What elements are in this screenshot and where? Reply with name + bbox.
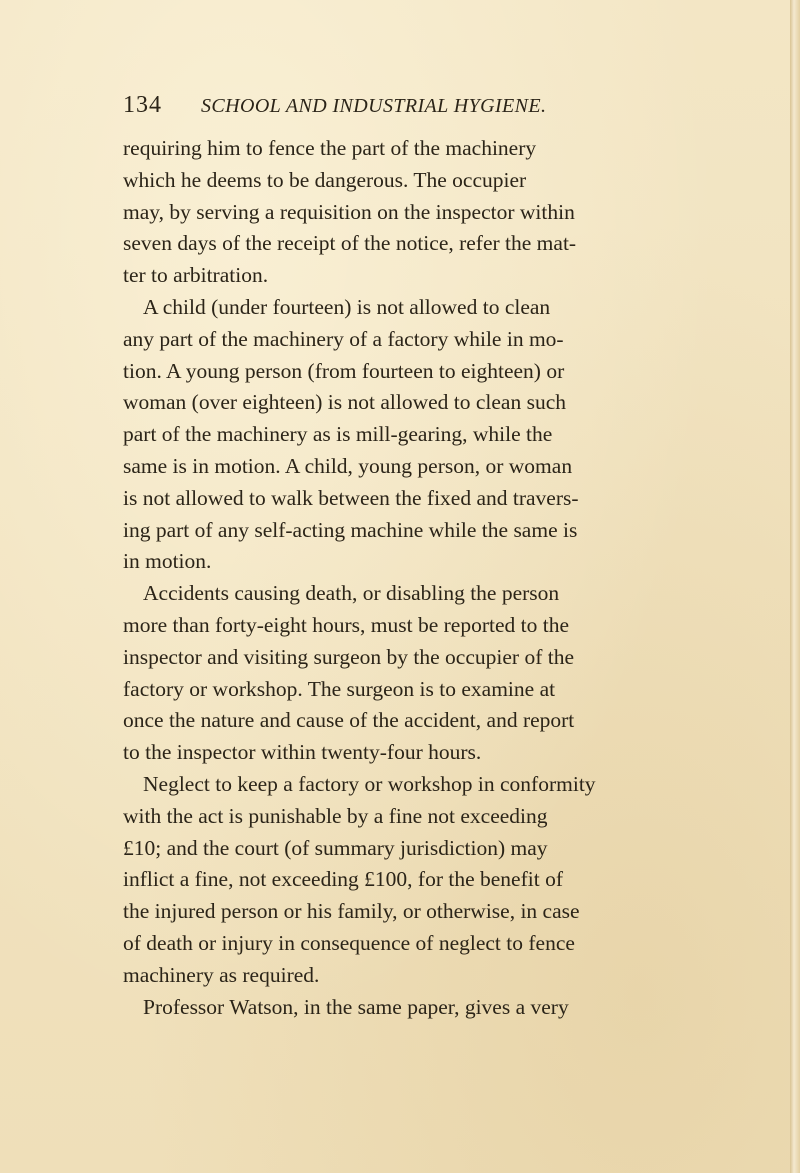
text-line: ing part of any self-acting machine while the same is (123, 517, 578, 542)
text-line: factory or workshop. The surgeon is to examine at (123, 676, 556, 701)
paragraph-start-line: A child (under fourteen) is not allowed to clean (143, 294, 551, 319)
text-line: to the inspector within twenty-four hours. (123, 740, 482, 765)
text-line: any part of the machinery of a factory while in mo- (123, 326, 564, 351)
text-line: the injured person or his family, or otherwise, in case (123, 899, 580, 924)
running-title: SCHOOL AND INDUSTRIAL HYGIENE. (201, 95, 547, 117)
text-line: machinery as required. (123, 962, 320, 987)
text-line: may, by serving a requisition on the inspector within (123, 199, 575, 224)
text-line: requiring him to fence the part of the machinery (123, 136, 537, 160)
text-line: is not allowed to walk between the fixed and travers- (123, 485, 579, 510)
page-number: 134 (123, 92, 162, 118)
text-line: inflict a fine, not exceeding £100, for the benefit of (123, 867, 563, 892)
text-line: tion. A young person (from fourteen to eighteen) or (123, 358, 565, 383)
body-text (123, 133, 713, 1023)
paragraph-start-line: Professor Watson, in the same paper, gives a very (143, 994, 569, 1019)
page-header (123, 90, 683, 122)
text-line: woman (over eighteen) is not allowed to clean such (123, 390, 566, 415)
page-edge (790, 0, 800, 1173)
text-line: £10; and the court (of summary jurisdiction) may (123, 835, 548, 860)
paragraph-start-line: Neglect to keep a factory or workshop in conformity (143, 771, 596, 796)
text-line: with the act is punishable by a fine not exceeding (123, 803, 548, 828)
text-line: in motion. (123, 549, 212, 574)
text-line: inspector and visiting surgeon by the occupier of the (123, 644, 574, 669)
text-line: more than forty-eight hours, must be reported to the (123, 612, 570, 637)
text-line: once the nature and cause of the accident, and report (123, 708, 575, 733)
text-line: which he deems to be dangerous. The occupier (123, 167, 527, 192)
text-line: seven days of the receipt of the notice, refer the mat- (123, 231, 577, 256)
text-line: of death or injury in consequence of neglect to fence (123, 930, 575, 955)
paragraph-start-line: Accidents causing death, or disabling the person (143, 581, 560, 606)
text-line: part of the machinery as is mill-gearing, while the (123, 422, 553, 447)
text-line: same is in motion. A child, young person, or woman (123, 453, 573, 478)
text-line: ter to arbitration. (123, 263, 269, 288)
